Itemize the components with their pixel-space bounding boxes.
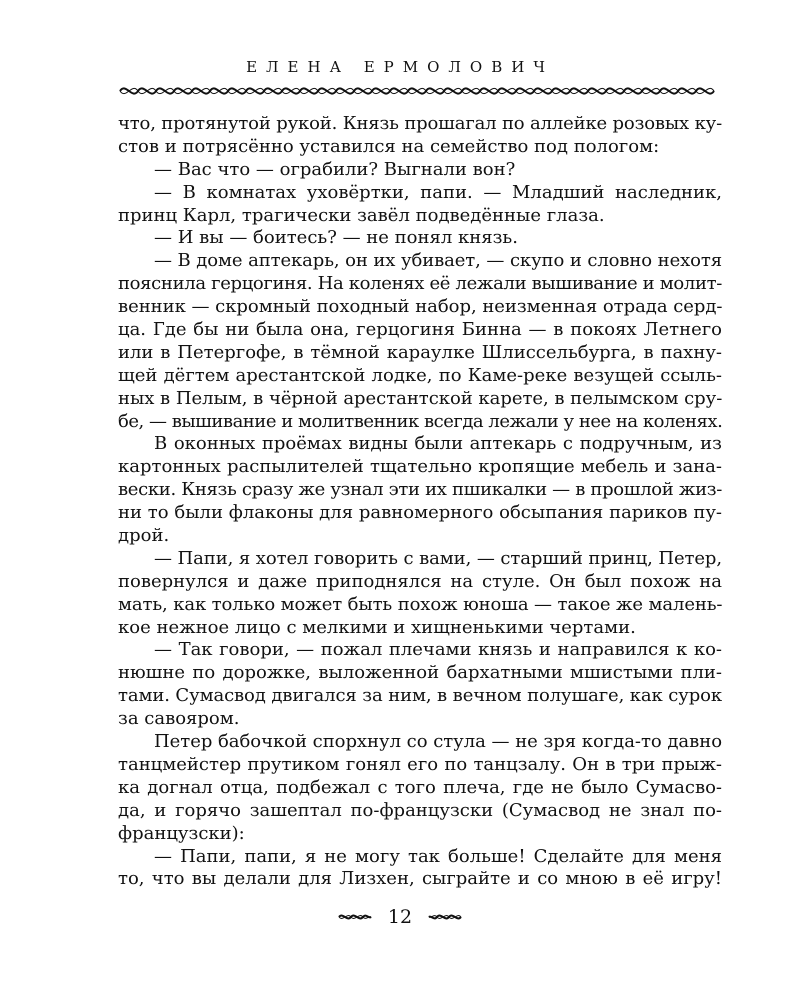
text-line: ца. Где бы ни была она, герцогиня Бинна — в покоях Летнего <box>118 319 722 341</box>
text-line: за савояром. <box>118 708 240 730</box>
text-line: венник — скромный походный набор, неизменная отрада серд- <box>118 296 723 318</box>
page-number: 12 <box>387 906 413 928</box>
running-header: ЕЛЕНА ЕРМОЛОВИЧ <box>246 58 554 76</box>
text-line: или в Петергофе, в тёмной караулке Шлиссельбурга, в пахну- <box>118 341 722 363</box>
text-line: французски): <box>118 822 245 844</box>
text-line: — В комнатах уховёртки, папи. — Младший наследник, <box>154 181 722 203</box>
text-line: щей дёгтем арестантской лодке, по Каме-реке везущей ссыль- <box>118 364 722 386</box>
text-line: что, протянутой рукой. Князь прошагал по аллейке розовых ку- <box>118 113 722 134</box>
body-text <box>118 113 722 891</box>
text-line: пояснила герцогиня. На коленях её лежали вышивание и молит- <box>118 273 722 295</box>
text-line: нюшне по дорожке, выложенной бархатными мшистыми пли- <box>118 662 722 684</box>
text-line: то, что вы делали для Лизхен, сыграйте и со мною в её игру! <box>118 868 722 890</box>
text-line: да, и горячо зашептал по-французски (Сумасвод не знал по- <box>118 799 722 821</box>
text-line: бе, — вышивание и молитвенник всегда лежали у нее на коленях. <box>118 410 723 432</box>
right-ornament-icon <box>428 912 462 922</box>
left-ornament-icon <box>338 912 372 922</box>
text-line: вески. Князь сразу же узнал эти их пшикалки — в прошлой жиз- <box>118 479 722 501</box>
text-line: принц Карл, трагически завёл подведённые глаза. <box>118 204 605 226</box>
text-line: — В доме аптекарь, он их убивает, — скупо и словно нехотя <box>154 250 722 272</box>
text-line: Петер бабочкой спорхнул со стула — не зря когда-то давно <box>154 731 722 753</box>
text-line: стов и потрясённо уставился на семейство под пологом: <box>118 135 660 157</box>
text-line: В оконных проёмах видны были аптекарь с подручным, из <box>154 433 722 455</box>
text-line: дрой. <box>118 525 170 547</box>
text-line: — Папи, я хотел говорить с вами, — старший принц, Петер, <box>154 547 722 569</box>
text-line: кое нежное лицо с мелкими и хищненькими чертами. <box>118 616 636 638</box>
text-line: ни то были флаконы для равномерного обсыпания париков пу- <box>118 502 722 524</box>
text-line: повернулся и даже приподнялся на стуле. Он был похож на <box>118 570 722 592</box>
text-line: мать, как только может быть похож юноша — такое же малень- <box>118 593 723 615</box>
text-line: тами. Сумасвод двигался за ним, в вечном полушаге, как сурок <box>118 685 722 707</box>
text-line: — И вы — боитесь? — не понял князь. <box>154 227 518 249</box>
text-line: — Так говори, — пожал плечами князь и направился к ко- <box>154 639 722 661</box>
text-line: — Папи, папи, я не могу так больше! Сделайте для меня <box>154 845 722 867</box>
text-line: ка догнал отца, подбежал с того плеча, где не было Сумасво- <box>118 776 722 798</box>
text-line: ных в Пелым, в чёрной арестантской карете, в пелымском сру- <box>118 387 723 409</box>
text-line: — Вас что — ограбили? Выгнали вон? <box>154 158 516 180</box>
header-ornament-rule <box>118 82 718 100</box>
text-line: танцмейстер прутиком гонял его по танцзалу. Он в три прыж- <box>118 753 722 775</box>
page-footer <box>0 905 800 928</box>
text-line: картонных распылителей тщательно кропящие мебель и зана- <box>118 456 722 478</box>
